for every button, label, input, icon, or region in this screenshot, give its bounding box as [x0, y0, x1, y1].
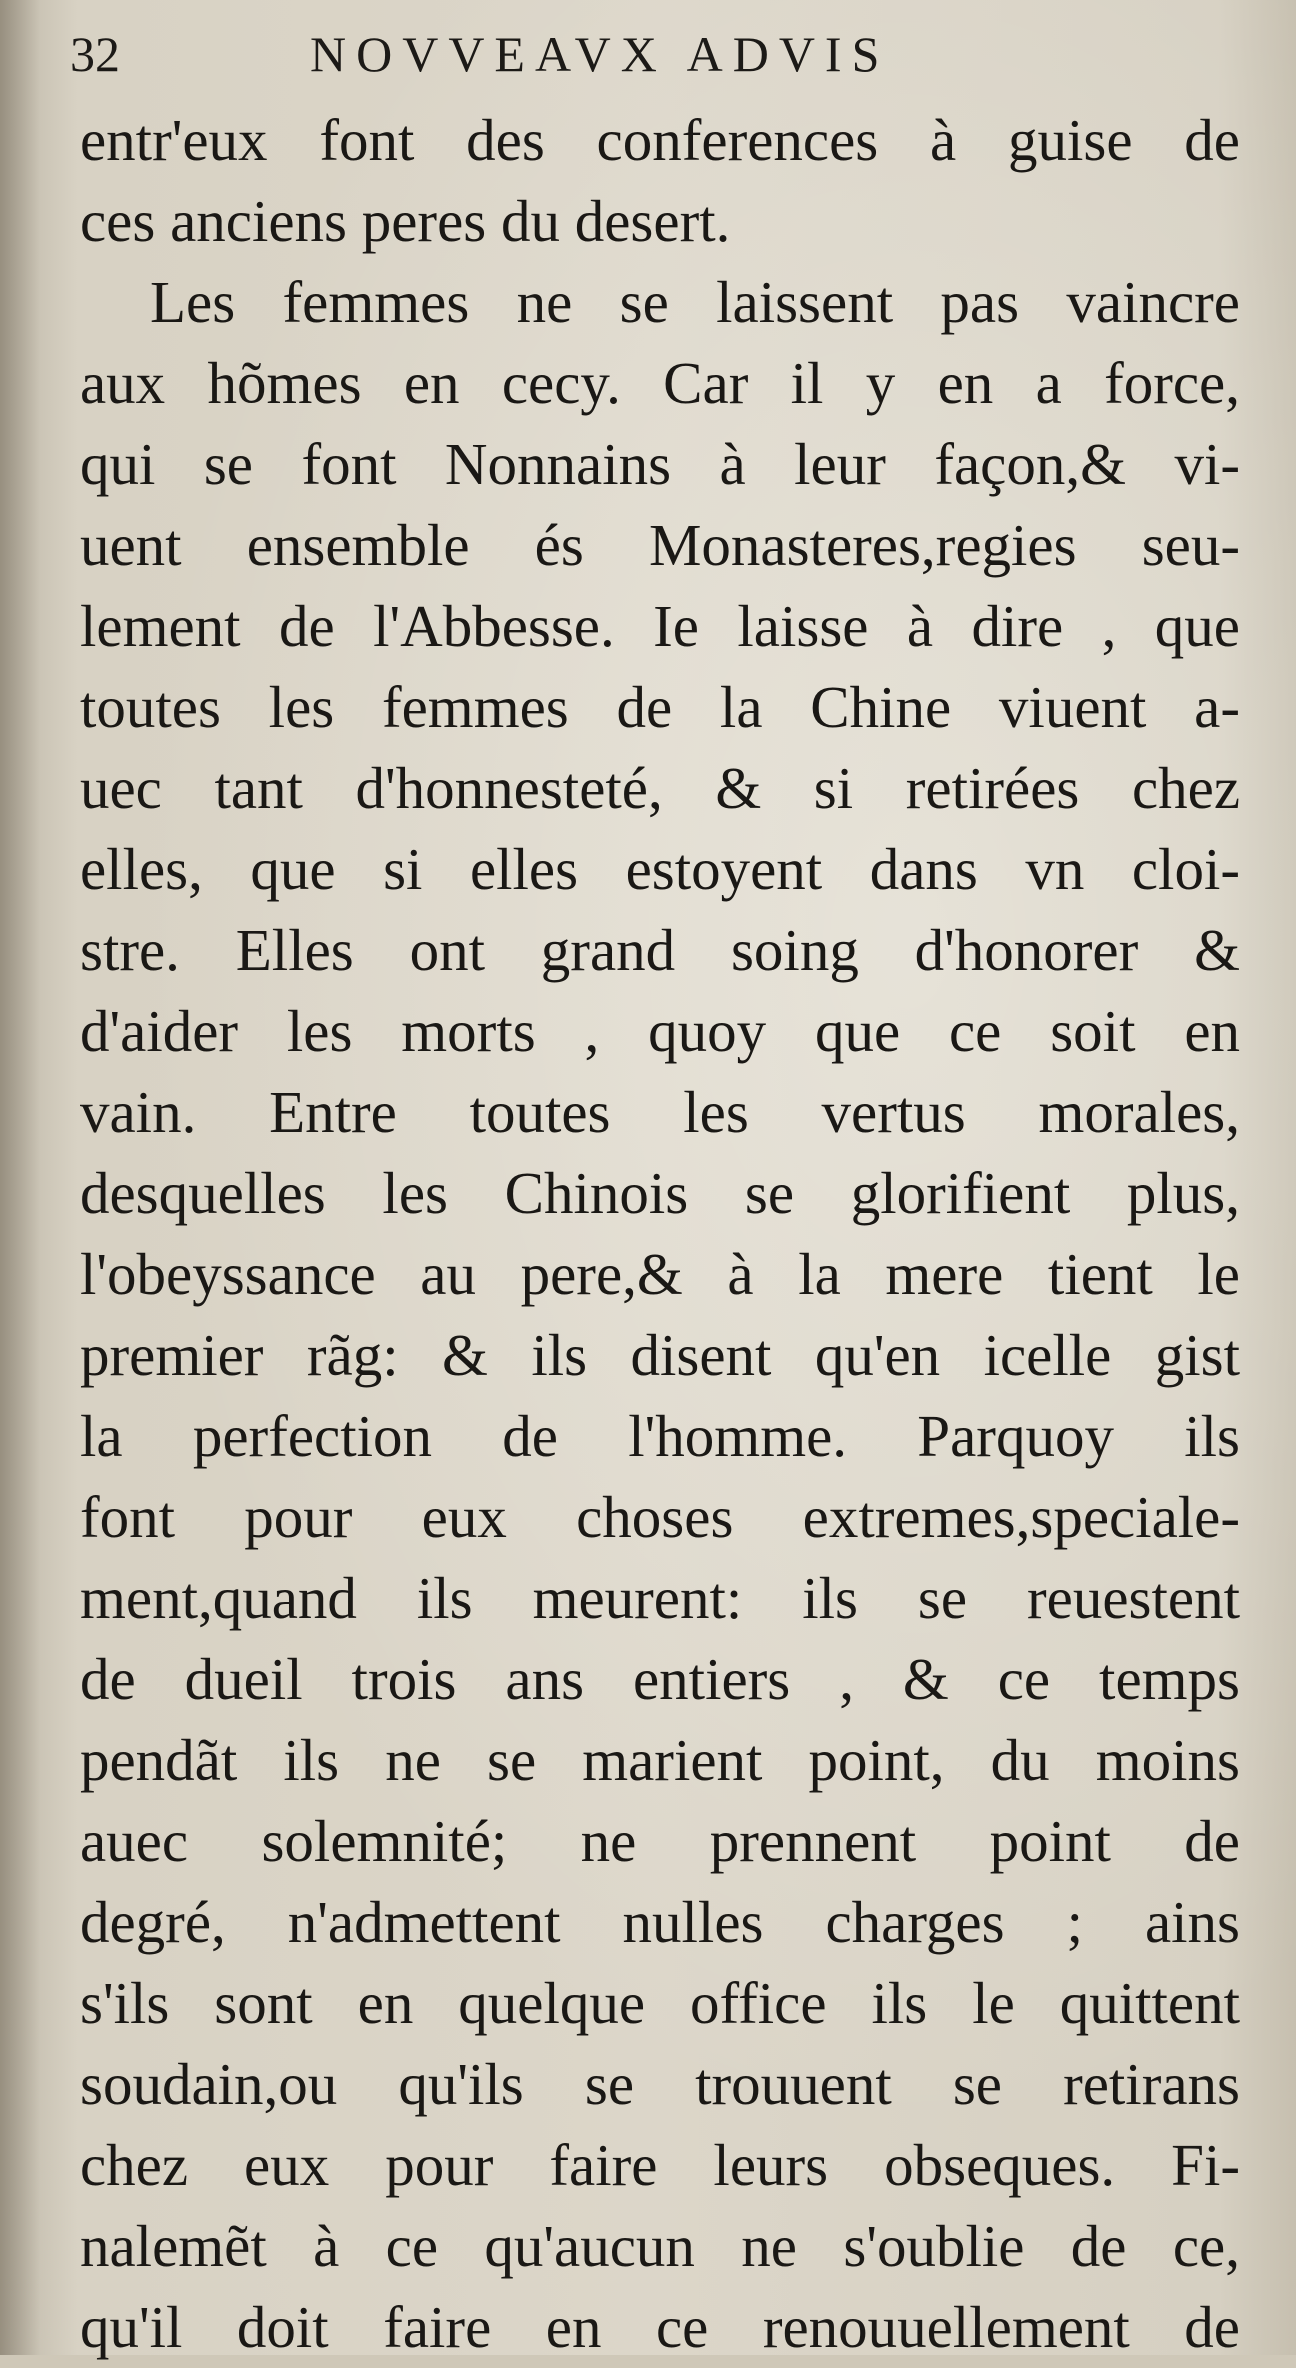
- text-line: s'ils sont en quelque office ils le quittent: [80, 1970, 1240, 2036]
- running-head: [70, 20, 1250, 90]
- text-line: degré, n'admettent nulles charges ; ains: [80, 1889, 1240, 1955]
- text-line: premier rãg: & ils disent qu'en icelle gist: [80, 1322, 1240, 1388]
- text-line: chez eux pour faire leurs obseques. Fi-: [80, 2132, 1240, 2198]
- text-line: uent ensemble és Monasteres,regies seu-: [80, 512, 1240, 578]
- text-line: ces anciens peres du desert.: [80, 188, 731, 254]
- text-line: d'aider les morts , quoy que ce soit en: [80, 998, 1240, 1064]
- text-line: qui se font Nonnains à leur façon,& vi-: [80, 431, 1240, 497]
- spine-shadow: [0, 0, 40, 2355]
- text-line: aux hõmes en cecy. Car il y en a force,: [80, 350, 1240, 416]
- text-line: pendãt ils ne se marient point, du moins: [80, 1727, 1240, 1793]
- text-line: la perfection de l'homme. Parquoy ils: [80, 1403, 1240, 1469]
- text-line: soudain,ou qu'ils se trouuent se retirans: [80, 2051, 1240, 2117]
- text-line: qu'il doit faire en ce renouuellement de: [80, 2294, 1240, 2360]
- text-line: entr'eux font des conferences à guise de: [80, 107, 1240, 173]
- text-line: font pour eux choses extremes,speciale-: [80, 1484, 1240, 1550]
- text-line: de dueil trois ans entiers , & ce temps: [80, 1646, 1240, 1712]
- text-line: elles, que si elles estoyent dans vn cloi-: [80, 836, 1240, 902]
- text-line: auec solemnité; ne prennent point de: [80, 1808, 1240, 1874]
- text-line: lement de l'Abbesse. Ie laisse à dire , que: [80, 593, 1240, 659]
- text-line: ment,quand ils meurent: ils se reuestent: [80, 1565, 1240, 1631]
- text-line: vain. Entre toutes les vertus morales,: [80, 1079, 1240, 1145]
- text-line: Les femmes ne se laissent pas vaincre: [150, 269, 1240, 335]
- page-number: 32: [70, 26, 120, 82]
- body-text: [80, 100, 1240, 2368]
- text-line: l'obeyssance au pere,& à la mere tient le: [80, 1241, 1240, 1307]
- text-line: uec tant d'honnesteté, & si retirées chez: [80, 755, 1240, 821]
- text-line: toutes les femmes de la Chine viuent a-: [80, 674, 1240, 740]
- text-line: desquelles les Chinois se glorifient plus,: [80, 1160, 1240, 1226]
- running-title: NOVVEAVX ADVIS: [310, 26, 890, 82]
- text-line: stre. Elles ont grand soing d'honorer &: [80, 917, 1240, 983]
- text-line: nalemẽt à ce qu'aucun ne s'oublie de ce,: [80, 2213, 1240, 2279]
